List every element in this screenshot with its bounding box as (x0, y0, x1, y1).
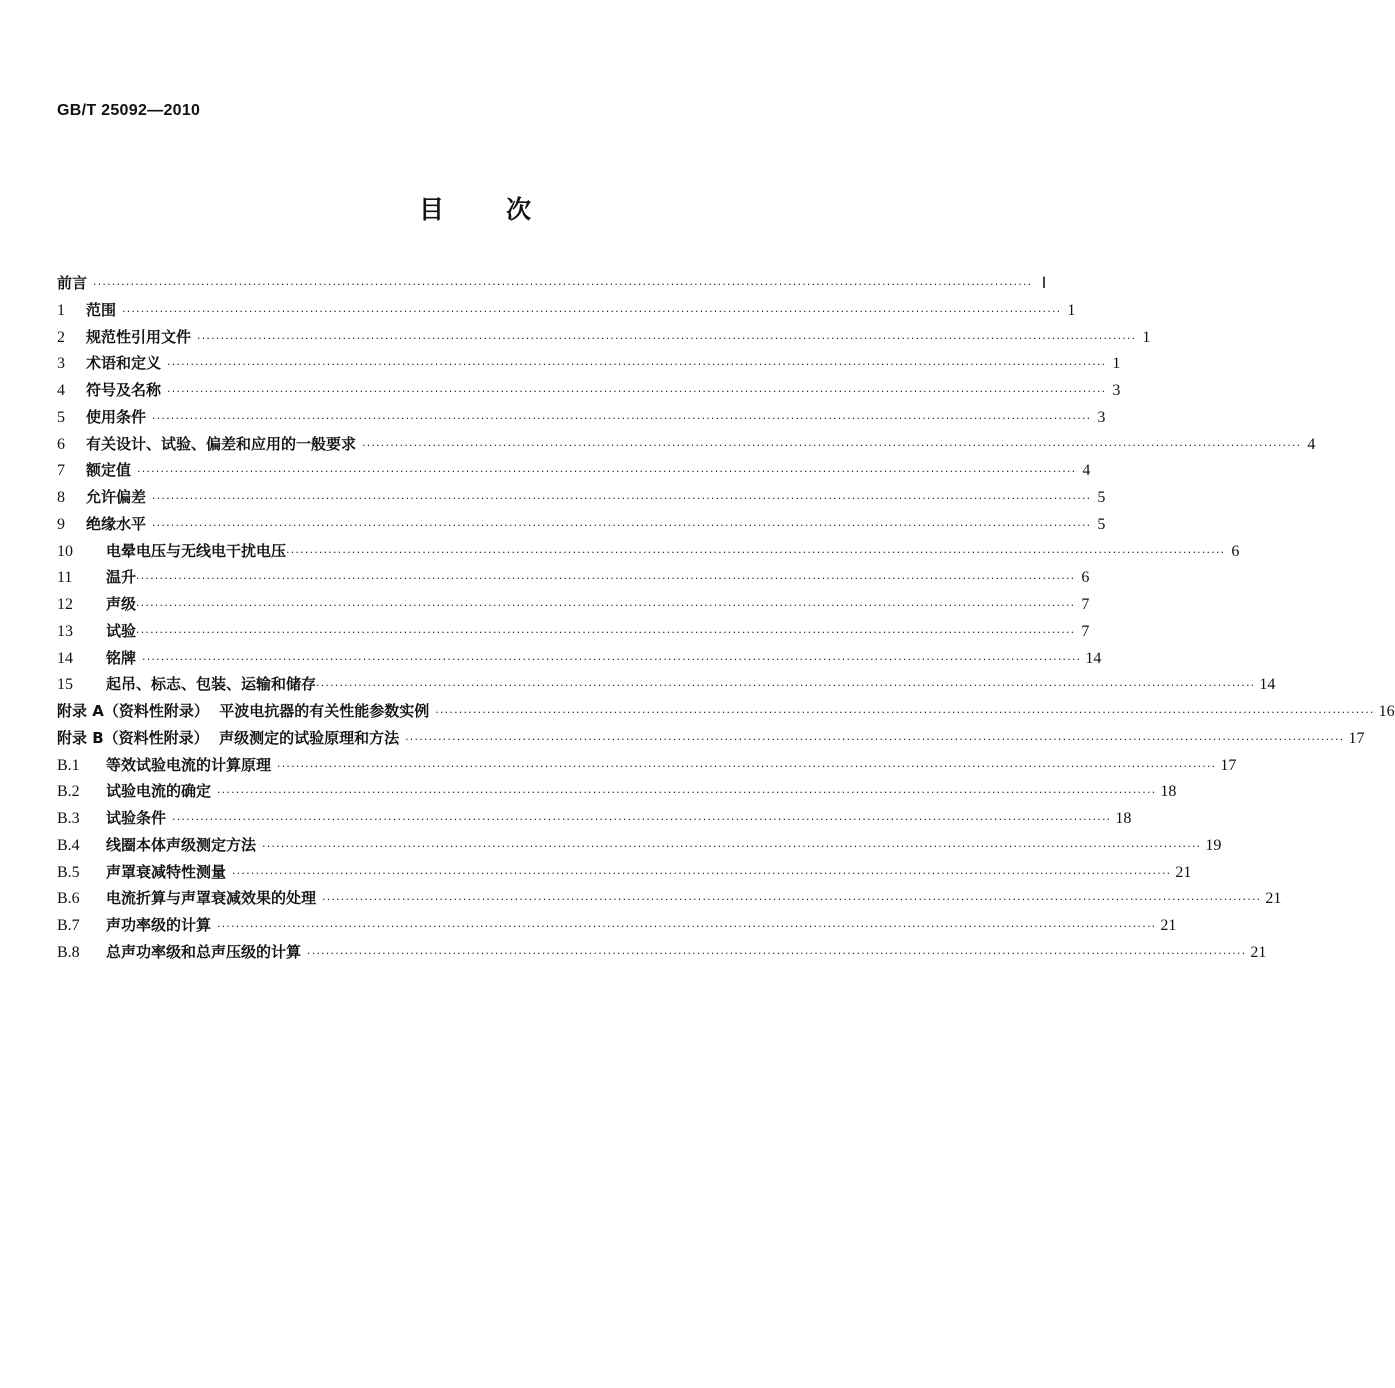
toc-entry[interactable] (57, 540, 1240, 567)
toc-entry-number: B.8 (57, 943, 80, 961)
toc-entry-number: 14 (57, 649, 73, 667)
toc-entry-page: 3 (1097, 408, 1106, 426)
dot-leader: ········································································································································································································ (322, 893, 1262, 907)
toc-entry-title: 前言 (57, 274, 88, 292)
toc-entry[interactable] (57, 272, 1047, 299)
toc-entry[interactable] (57, 593, 1090, 620)
toc-entry-title: 总声功率级和总声压级的计算 (106, 942, 302, 961)
toc-entry-title: 铭牌 (106, 648, 137, 667)
toc-entry[interactable] (57, 647, 1102, 674)
toc-entry-page: 18 (1115, 810, 1132, 827)
toc-entry-title: 起吊、标志、包装、运输和储存 (106, 675, 317, 694)
toc-entry-page: 4 (1082, 462, 1091, 480)
toc-entry-page: 17 (1220, 756, 1237, 774)
toc-entry[interactable] (57, 433, 1316, 460)
toc-entry-number: B.4 (57, 836, 80, 854)
dot-leader: ········································································································································································································ (152, 518, 1092, 532)
toc-entry-number: B.3 (57, 810, 80, 827)
toc-entry-page: 17 (1348, 729, 1365, 747)
dot-leader: ········································································································································································································ (152, 492, 1092, 505)
toc-entry-number: 8 (57, 489, 65, 506)
toc-entry[interactable] (57, 700, 1395, 727)
toc-entry-page: Ⅰ (1041, 275, 1047, 292)
dot-leader: ········································································································································································································ (142, 652, 1082, 666)
dot-leader: ········································································································································································································ (316, 679, 1256, 693)
toc-entry-title: 术语和定义 (86, 354, 162, 373)
dot-leader: ········································································································································································································ (262, 839, 1202, 853)
toc-entry-number: 2 (57, 328, 65, 346)
toc-entry[interactable] (57, 673, 1276, 700)
toc-entry-page: 21 (1160, 917, 1177, 934)
toc-entry-title: 有关设计、试验、偏差和应用的一般要求 (86, 434, 357, 453)
dot-leader: ········································································································································································································ (362, 438, 1302, 452)
toc-entry-page: 21 (1265, 890, 1282, 908)
toc-entry[interactable] (57, 513, 1106, 540)
toc-entry-number: B.6 (57, 890, 80, 908)
toc-entry-title: 电晕电压与无线电干扰电压 (106, 541, 287, 560)
title-char: 目 (418, 195, 444, 224)
toc-entry[interactable] (57, 941, 1267, 968)
dot-leader: ········································································································································································································ (136, 625, 1076, 639)
toc-entry-title: 允许偏差 (86, 488, 147, 506)
standard-number: GB/T 25092—2010 (57, 102, 201, 119)
toc-entry-number: 4 (57, 382, 65, 399)
dot-leader: ········································································································································································································ (277, 759, 1217, 773)
toc-entry-number: B.2 (57, 783, 80, 801)
toc-entry-page: 6 (1231, 542, 1240, 560)
toc-entry-title: 温升 (106, 568, 137, 587)
toc-entry-title: 等效试验电流的计算原理 (106, 755, 272, 774)
toc-entry-number: 7 (57, 462, 65, 480)
toc-entry[interactable] (57, 379, 1121, 406)
dot-leader: ········································································································································································································ (197, 331, 1137, 345)
title-char: 次 (506, 195, 532, 224)
toc-entry[interactable] (57, 326, 1151, 353)
toc-entry-page: 7 (1081, 622, 1090, 640)
toc-entry-title: 符号及名称 (86, 381, 162, 399)
dot-leader: ········································································································································································································ (217, 786, 1157, 800)
toc-entry-page: 18 (1160, 783, 1177, 801)
toc-entry-number: B.5 (57, 863, 80, 881)
toc-entry-page: 14 (1259, 676, 1276, 694)
toc-entry-number: 15 (57, 676, 73, 694)
toc-entry-number: 13 (57, 622, 73, 640)
dot-leader: ········································································································································································································ (152, 411, 1092, 425)
toc-entry[interactable] (57, 406, 1106, 433)
toc-entry[interactable] (57, 727, 1365, 754)
toc-entry-page: 14 (1085, 649, 1102, 667)
dot-leader: ········································································································································································································ (172, 813, 1112, 826)
dot-leader: ········································································································································································································ (232, 866, 1172, 880)
toc-entry-number: 9 (57, 515, 65, 533)
toc-entry-page: 16 (1378, 703, 1395, 720)
dot-leader: ········································································································································································································ (435, 706, 1375, 719)
toc-entry-page: 21 (1250, 943, 1267, 961)
toc-entry[interactable] (57, 486, 1106, 513)
toc-entry-title: 绝缘水平 (86, 514, 147, 533)
dot-leader: ········································································································································································································ (93, 278, 1033, 291)
toc-entry-number: B.1 (57, 756, 80, 774)
toc-entry-number: B.7 (57, 917, 80, 934)
toc-entry[interactable] (57, 807, 1132, 834)
toc-entry-title: 范围 (86, 300, 117, 319)
dot-leader: ········································································································································································································ (136, 599, 1076, 612)
dot-leader: ········································································································································································································ (122, 304, 1062, 318)
toc-entry-title: 试验 (106, 621, 137, 640)
dot-leader: ········································································································································································································ (137, 465, 1077, 479)
toc-entry-title: 电流折算与声罩衰减效果的处理 (106, 889, 317, 908)
toc-entry-page: 4 (1307, 435, 1316, 453)
toc-entry[interactable] (57, 914, 1177, 941)
toc-entry-page: 1 (1142, 328, 1151, 346)
toc-entry[interactable] (57, 780, 1177, 807)
toc-entry[interactable] (57, 754, 1237, 781)
toc-entry[interactable] (57, 299, 1076, 326)
dot-leader: ········································································································································································································ (167, 385, 1107, 398)
table-of-contents (57, 272, 1395, 968)
toc-entry-page: 5 (1097, 515, 1106, 533)
toc-entry-page: 7 (1081, 596, 1090, 613)
toc-entry-title: 试验电流的确定 (106, 782, 212, 801)
toc-entry-page: 1 (1067, 301, 1076, 319)
toc-entry-title: 声功率级的计算 (106, 916, 212, 934)
toc-entry[interactable] (57, 887, 1282, 914)
toc-entry-page: 3 (1112, 382, 1121, 399)
toc-entry-title: 使用条件 (86, 407, 147, 426)
dot-leader: ········································································································································································································ (405, 732, 1345, 746)
toc-entry-number: 3 (57, 355, 65, 373)
dot-leader: ········································································································································································································ (217, 920, 1157, 933)
toc-entry-title: 附录 B（资料性附录） 声级测定的试验原理和方法 (57, 728, 400, 747)
toc-entry-title: 试验条件 (106, 809, 167, 827)
toc-entry-number: 11 (57, 569, 73, 587)
toc-entry-number: 1 (57, 301, 65, 319)
toc-entry-page: 19 (1205, 836, 1222, 854)
toc-entry-number: 5 (57, 408, 65, 426)
toc-entry-number: 10 (57, 542, 73, 560)
toc-entry-page: 5 (1097, 489, 1106, 506)
page-title (0, 190, 950, 226)
toc-entry[interactable] (57, 459, 1091, 486)
toc-entry[interactable] (57, 352, 1121, 379)
toc-entry-page: 6 (1081, 569, 1090, 587)
toc-entry-title: 线圈本体声级测定方法 (106, 835, 257, 854)
toc-entry-title: 额定值 (86, 461, 132, 480)
toc-entry-number: 6 (57, 435, 65, 453)
toc-entry-title: 声级 (106, 595, 137, 613)
toc-entry-title: 附录 A（资料性附录） 平波电抗器的有关性能参数实例 (57, 702, 430, 720)
dot-leader: ········································································································································································································ (167, 358, 1107, 372)
toc-entry-page: 21 (1175, 863, 1192, 881)
toc-entry[interactable] (57, 834, 1222, 861)
dot-leader: ········································································································································································································ (307, 946, 1247, 960)
dot-leader: ········································································································································································································ (136, 572, 1076, 586)
dot-leader: ········································································································································································································ (286, 545, 1226, 559)
toc-entry[interactable] (57, 566, 1090, 593)
toc-entry-page: 1 (1112, 355, 1121, 373)
toc-entry-number: 12 (57, 596, 73, 613)
toc-entry[interactable] (57, 861, 1192, 888)
toc-entry[interactable] (57, 620, 1090, 647)
toc-entry-title: 声罩衰减特性测量 (106, 862, 227, 881)
toc-entry-title: 规范性引用文件 (86, 327, 192, 346)
